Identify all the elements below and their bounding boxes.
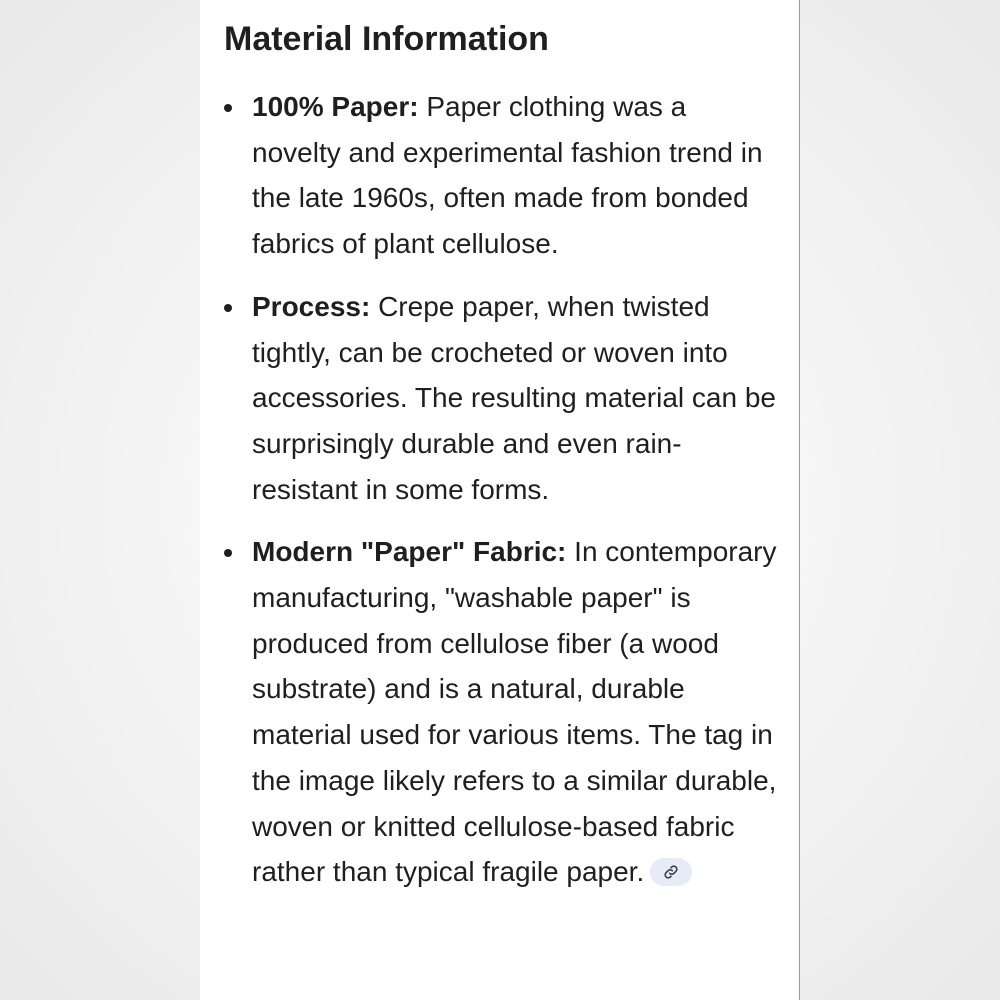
- material-info-list: [200, 84, 800, 895]
- list-item: [200, 529, 800, 895]
- item-term: Modern "Paper" Fabric:: [252, 536, 567, 568]
- list-item: [200, 84, 800, 267]
- item-text: Paper clothing was a novelty and experimental fashion trend in the late 1960s, often made from bonded fabrics of plant cellulose.: [252, 91, 763, 260]
- item-term: 100% Paper:: [252, 91, 419, 122]
- item-text: In contemporary manufacturing, "washable paper" is produced from cellulose fiber (a wood substrate) and is a natural, durable material used for various items. The tag in the image likely refers to a similar durable, woven or knitted cellulose-based fabric rather than typical fragile paper.: [252, 536, 777, 888]
- bullet-icon: [224, 304, 232, 312]
- bullet-icon: [224, 104, 232, 112]
- section-heading: Material Information: [224, 20, 549, 58]
- bullet-icon: [224, 549, 232, 557]
- item-term: Process:: [252, 290, 371, 322]
- item-text: Crepe paper, when twisted tightly, can be crocheted or woven into accessories. The resulting material can be surprisingly durable and even rain-resistant in some forms.: [252, 290, 776, 505]
- list-item: [200, 284, 800, 513]
- source-link-button[interactable]: [650, 858, 692, 886]
- response-card: [200, 0, 800, 1000]
- link-icon: [663, 864, 679, 880]
